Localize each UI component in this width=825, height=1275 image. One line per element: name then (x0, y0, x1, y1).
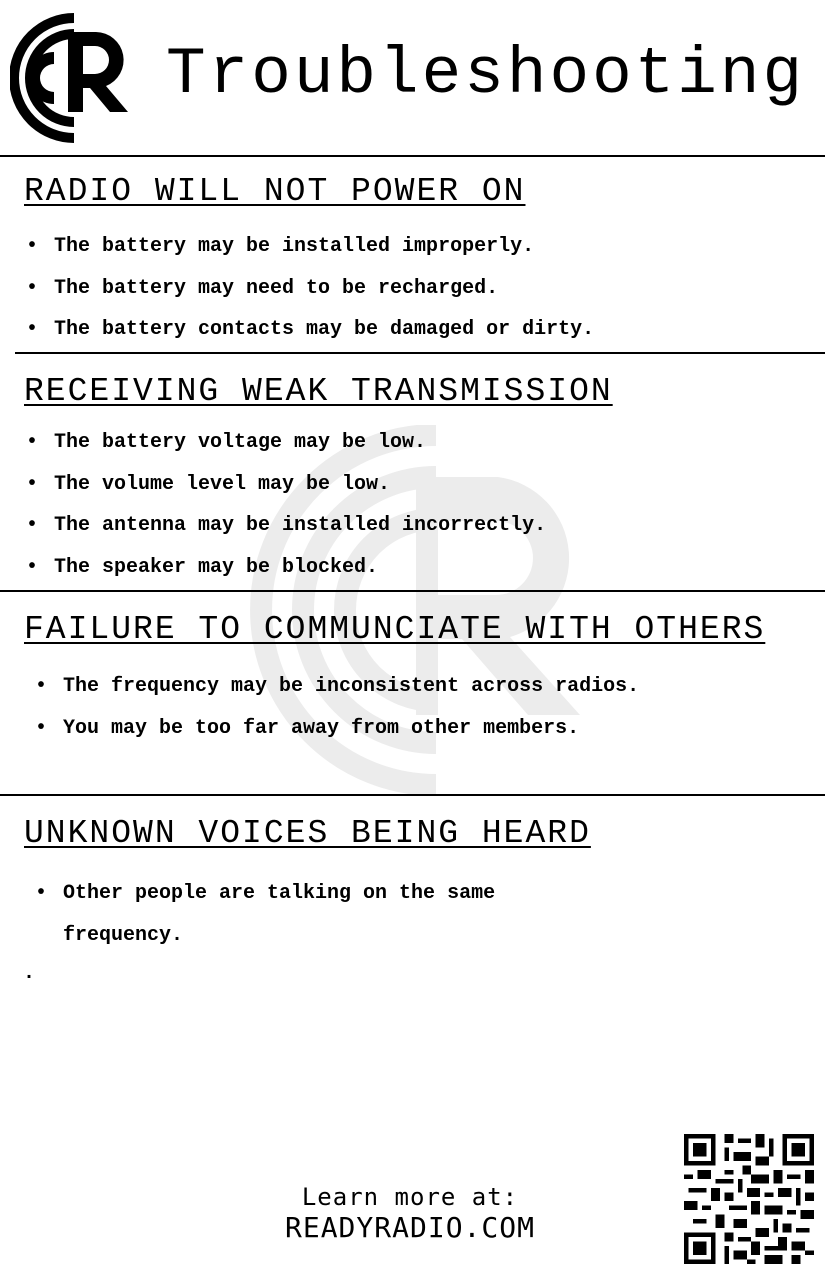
section-divider (0, 794, 825, 796)
section-heading-power: RADIO WILL NOT POWER ON (24, 173, 526, 210)
list-item: • Other people are talking on the same frequency. (33, 873, 593, 956)
qr-code-icon[interactable] (684, 1134, 814, 1264)
stray-period: . (23, 962, 36, 985)
section-list-weak-transmission (24, 422, 546, 589)
readyradio-cr-logo-icon (10, 12, 130, 144)
section-heading-weak-transmission: RECEIVING WEAK TRANSMISSION (24, 373, 613, 410)
list-item: • The antenna may be installed incorrectly. (24, 505, 546, 547)
list-item: • The battery voltage may be low. (24, 422, 546, 464)
list-item: • The battery may be installed improperly. (24, 226, 594, 268)
list-item: • The battery may need to be recharged. (24, 268, 594, 310)
header-divider (0, 155, 825, 157)
list-item: • The volume level may be low. (24, 464, 546, 506)
list-item: • The battery contacts may be damaged or dirty. (24, 309, 594, 351)
section-heading-communicate: FAILURE TO COMMUNCIATE WITH OTHERS (24, 611, 766, 648)
list-item: • You may be too far away from other members. (33, 708, 643, 750)
section-list-communicate (33, 666, 643, 749)
section-list-power (24, 226, 594, 351)
footer-url-link[interactable]: READYRADIO.COM (284, 1211, 535, 1244)
list-item: • The frequency may be inconsistent across radios. (33, 666, 643, 708)
section-divider (0, 590, 825, 592)
page-title: Troubleshooting (166, 37, 806, 112)
section-divider (15, 352, 825, 354)
list-item: • The speaker may be blocked. (24, 547, 546, 589)
section-list-unknown-voices (33, 873, 593, 956)
section-heading-unknown-voices: UNKNOWN VOICES BEING HEARD (24, 815, 591, 852)
footer-label: Learn more at: (301, 1183, 519, 1211)
